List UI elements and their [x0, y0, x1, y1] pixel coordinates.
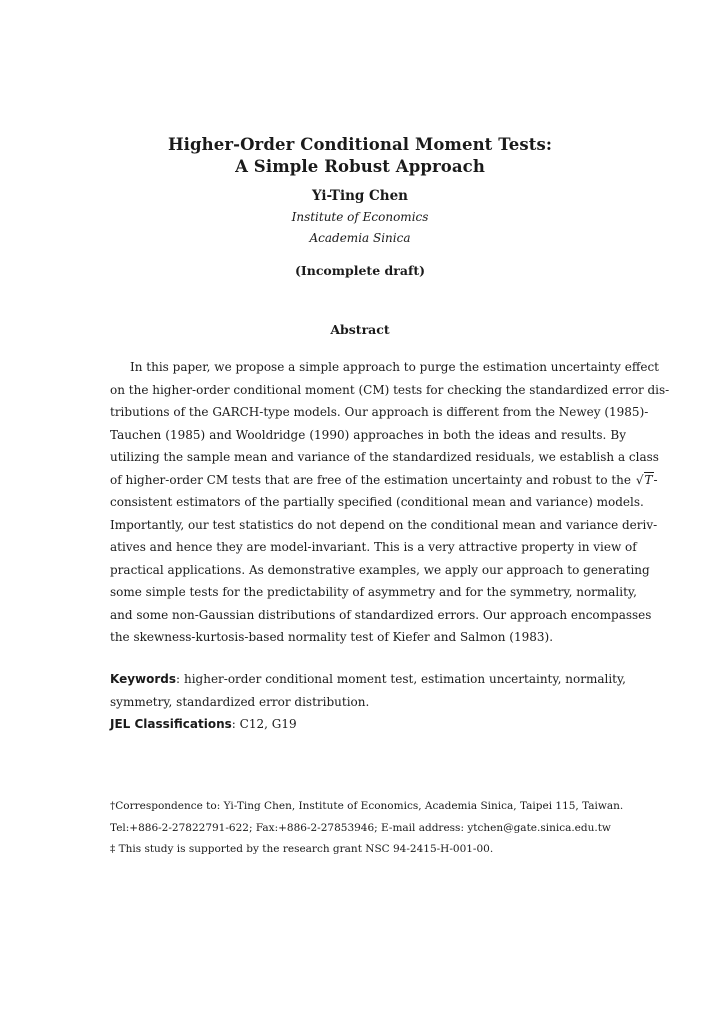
abstract-line: and some non-Gaussian distributions of standardized errors. Our approach encompasses	[110, 607, 652, 622]
draft-status: (Incomplete draft)	[294, 263, 426, 278]
author-name: Yi-Ting Chen	[312, 188, 408, 204]
keywords-block	[110, 668, 626, 736]
abstract-line: atives and hence they are model-invariant. This is a very attractive property in view of	[110, 540, 637, 554]
title-line-2: A Simple Robust Approach	[235, 157, 485, 176]
keywords-line-1	[110, 668, 626, 691]
jel-line	[110, 713, 626, 736]
keywords-line-2: symmetry, standardized error distribution.	[110, 694, 370, 709]
title-line-1: Higher-Order Conditional Moment Tests:	[167, 135, 553, 154]
hyphen: -	[653, 472, 658, 487]
abstract-body	[110, 356, 670, 649]
abstract-heading: Abstract	[330, 322, 390, 337]
abstract-line: practical applications. As demonstrative examples, we apply our approach to generating	[110, 562, 650, 577]
paper-title	[0, 134, 720, 178]
abstract-line: some simple tests for the predictability of asymmetry and for the symmetry, normality,	[110, 585, 637, 599]
footnote-correspondence: †Correspondence to: Yi-Ting Chen, Institute of Economics, Academia Sinica, Taipei 115, Taiwan.	[110, 800, 624, 812]
abstract-line: the skewness-kurtosis-based normality test of Kiefer and Salmon (1983).	[110, 630, 554, 644]
abstract-line-with-sqrt	[110, 469, 658, 492]
keywords-text-1: : higher-order conditional moment test, estimation uncertainty, normality,	[176, 672, 626, 686]
abstract-line: utilizing the sample mean and variance of the standardized residuals, we establish a class	[110, 450, 659, 464]
abstract-line: on the higher-order conditional moment (CM) tests for checking the standardized error dis-	[110, 382, 670, 397]
footnote-grant: ‡ This study is supported by the research grant NSC 94-2415-H-001-00.	[110, 843, 494, 855]
abstract-line-text: of higher-order CM tests that are free of the estimation uncertainty and robust to the	[110, 472, 632, 487]
footnote-contact: Tel:+886-2-27822791-622; Fax:+886-2-27853946; E-mail address: ytchen@gate.sinica.edu.tw	[110, 821, 611, 834]
affiliation-organization: Academia Sinica	[309, 231, 411, 245]
jel-value: : C12, G19	[231, 717, 297, 731]
footnotes	[110, 796, 630, 861]
keywords-label: Keywords	[110, 672, 177, 686]
abstract-line: consistent estimators of the partially specified (conditional mean and variance) models.	[110, 495, 644, 509]
sqrt-symbol: √T	[635, 472, 653, 487]
abstract-line: Tauchen (1985) and Wooldridge (1990) approaches in both the ideas and results. By	[110, 427, 626, 442]
abstract-line: In this paper, we propose a simple approach to purge the estimation uncertainty effect	[130, 360, 659, 374]
abstract-line: Importantly, our test statistics do not depend on the conditional mean and variance deriv-	[110, 517, 658, 532]
jel-label: JEL Classifications	[110, 717, 232, 731]
affiliation-institute: Institute of Economics	[291, 210, 429, 224]
abstract-line: tributions of the GARCH-type models. Our approach is different from the Newey (1985)-	[110, 405, 649, 419]
sqrt-radicand: T	[644, 472, 653, 487]
